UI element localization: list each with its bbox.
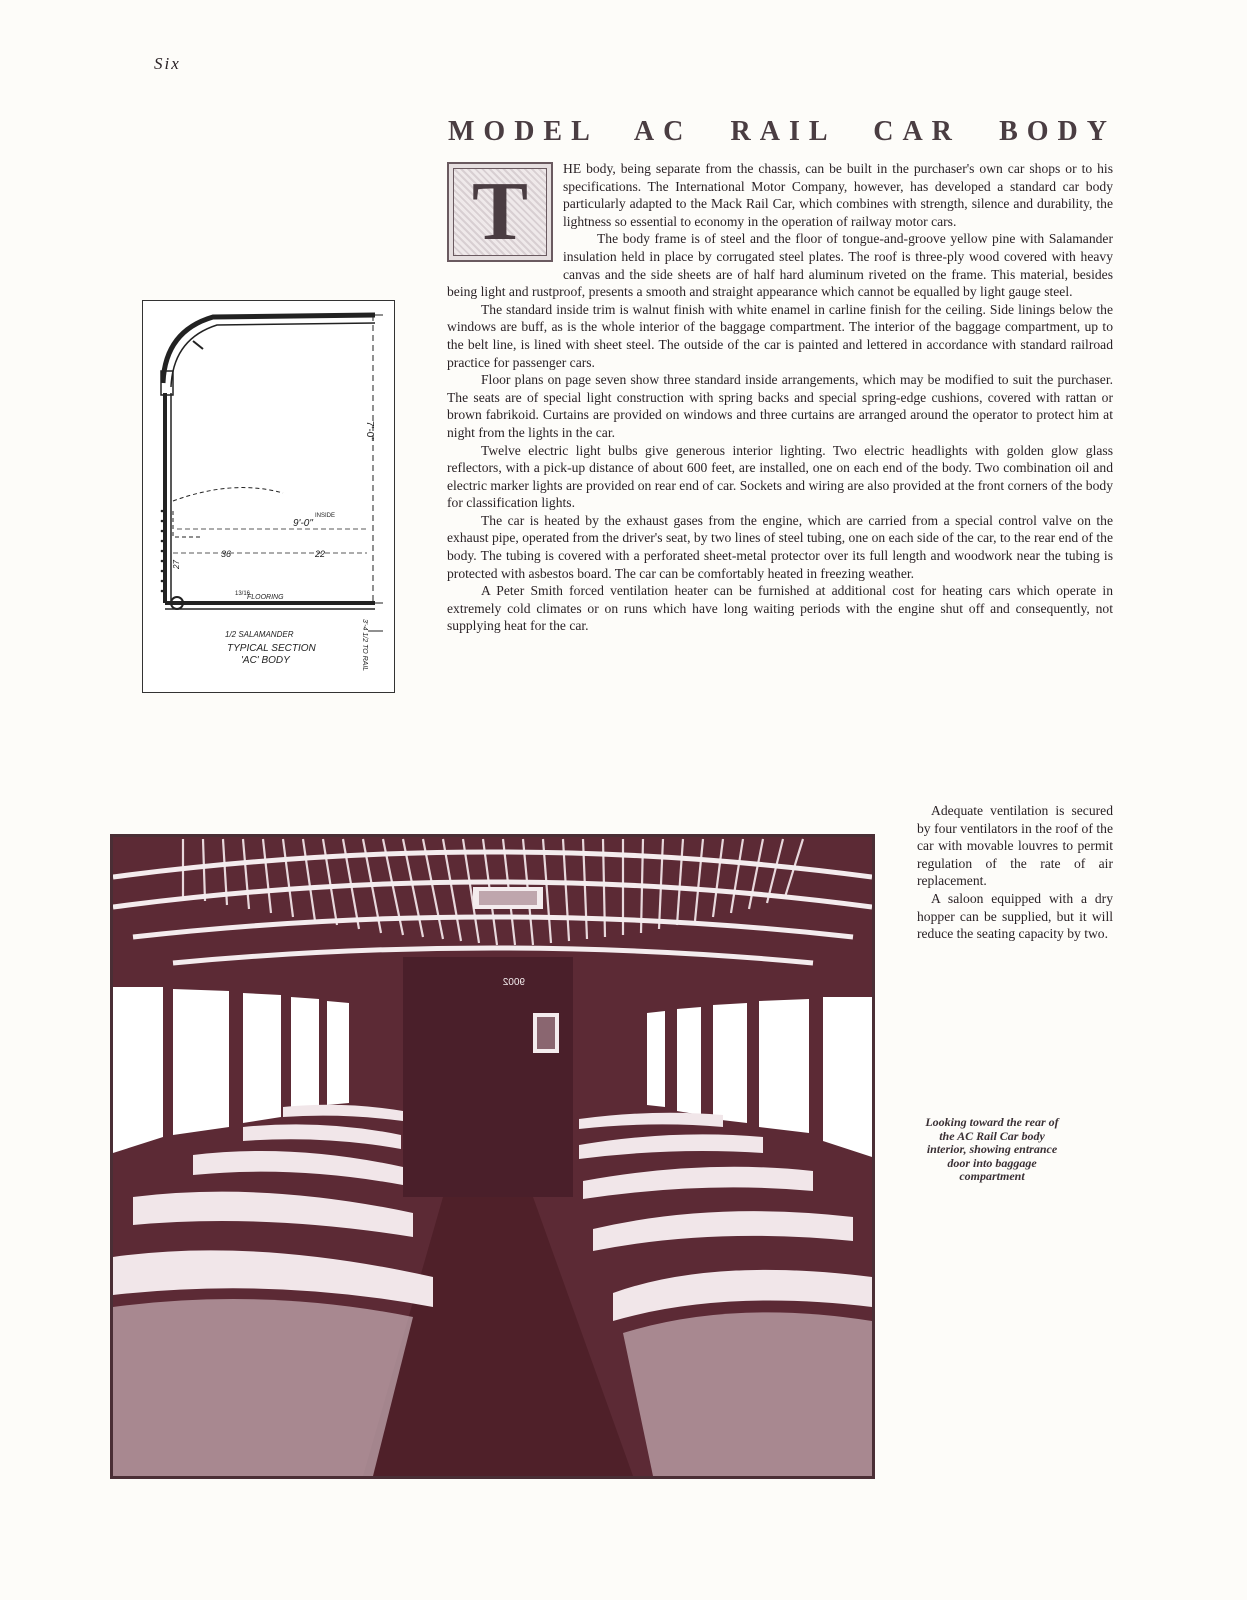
label-to-rail: 3'-4 1/2 TO RAIL: [361, 619, 368, 672]
rail-car-interior-photo: [110, 834, 875, 1479]
paragraph-intro: HE body, being separate from the chassis, can be built in the purchaser's own car shops or to his specifications. The International Motor Company, however, has developed a standard car body particularly adapted to the Mack Rail Car, which combines with strength, silence and durability, the lightness so essential to economy in the operation of railway motor cars.: [563, 161, 1113, 229]
drop-cap-ornament: [447, 162, 553, 262]
page-title: MODEL AC RAIL CAR BODY: [448, 116, 1116, 147]
label-dim-27: 27: [172, 560, 181, 569]
label-height: 7'-0": [364, 421, 375, 441]
paragraph-heating: The car is heated by the exhaust gases from the engine, which are carried from a special control valve on the exhaust pipe, operated from the driver's seat, by two lines of steel tubing, one on each side of the car, to the rear end of the body. The tubing is covered with a perforated sheet-metal protector over its full length and woodwork near the tubing is protected with asbestos board. The car can be comfortably heated in freezing weather.: [447, 512, 1113, 581]
car-number: 9002: [502, 977, 525, 988]
paragraph-lighting: Twelve electric light bulbs give generous interior lighting. Two electric headlights with golden glow glass reflectors, with a pick-up distance of about 600 feet, are installed, one on each end of the body. Two combination oil and electric marker lights are provided on rear end of car. Sockets and wiring are also provided at the front corners of the body for classification lights.: [447, 442, 1113, 511]
page-number: Six: [154, 54, 181, 73]
label-inside-word: INSIDE: [315, 513, 336, 519]
label-salamander: 1/2 SALAMANDER: [225, 630, 294, 639]
label-dim-36: 36: [221, 549, 232, 559]
paragraph-heater: A Peter Smith forced ventilation heater can be furnished at additional cost for heating cars which operate in extremely cold climates or on runs which have long waiting periods with the engine shut off and consequently, not supplying heat for the car.: [447, 583, 1113, 634]
label-typical-section: TYPICAL SECTION: [227, 643, 316, 654]
paragraph-saloon: A saloon equipped with a dry hopper can be supplied, but it will reduce the seating capacity by two.: [917, 890, 1113, 942]
side-text-column: [917, 802, 1113, 943]
label-flooring-fraction: 13/16: [235, 591, 251, 597]
paragraph-ventilation: Adequate ventilation is secured by four ventilators in the roof of the car with movable louvres to permit regulation of the rate of air replacement.: [917, 803, 1113, 889]
paragraph-frame: The body frame is of steel and the floor of tongue-and-groove yellow pine with Salamander insulation held in place by corrugated steel plates. The roof is three-ply wood covered with heavy canvas and the side sheets are of half hard aluminum riveted on the frame. This material, besides being light and rustproof, presents a smooth and straight appearance which cannot be equalled by light gauge steel.: [447, 231, 1113, 300]
label-ac-body: 'AC' BODY: [241, 655, 290, 666]
main-text-column: [447, 160, 1113, 635]
drop-cap-letter: T: [453, 168, 547, 256]
label-flooring: FLOORING: [247, 594, 284, 601]
typical-section-diagram: [142, 300, 395, 693]
paragraph-trim: The standard inside trim is walnut finish with white enamel in carline finish for the ceiling. Side linings below the windows are buff, as is the whole interior of the baggage compartment. The interior of the baggage compartment, up to the belt line, is lined with sheet steel. The outside of the car is painted and lettered in accordance with standard railroad practice for passenger cars.: [447, 301, 1113, 370]
photo-caption: Looking toward the rear of the AC Rail Car body interior, showing entrance door into baggage compartment: [925, 1115, 1059, 1183]
label-dim-22: 22: [315, 549, 326, 559]
paragraph-floor-plans: Floor plans on page seven show three standard inside arrangements, which may be modified to suit the purchaser. The seats are of special light construction with spring backs and special spring-edge cushions, covered with rattan or brown fabrikoid. Curtains are provided on windows and three curtains are arranged around the operator to protect him at night from the lights in the car.: [447, 372, 1113, 440]
label-inside-width: 9'-0": [293, 518, 313, 529]
